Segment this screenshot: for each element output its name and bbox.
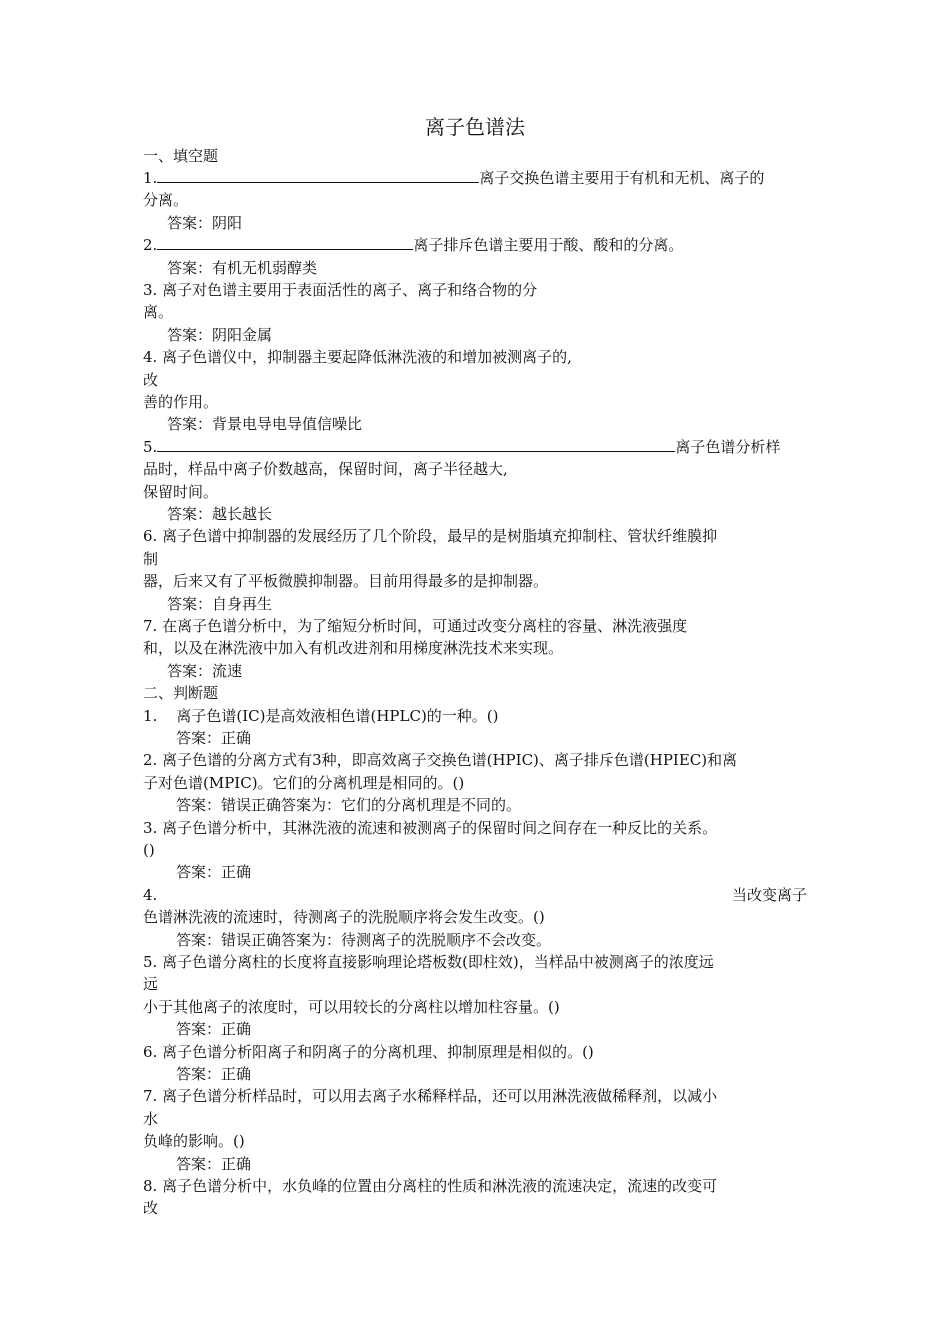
answer-5: 答案：越长越长 xyxy=(167,505,273,523)
judgment-8-continued: 改 xyxy=(143,1199,159,1217)
question-4-continued: 善的作用。 xyxy=(143,393,219,411)
answer-3: 答案：阴阳金属 xyxy=(167,326,273,344)
section-heading-true-false: 二、判断题 xyxy=(143,684,219,702)
question-number: 1. xyxy=(143,169,158,187)
question-4-continued: 改 xyxy=(143,371,159,389)
answer-blank xyxy=(157,235,413,250)
question-text: 离子交换色谱主要用于有机和无机、离子的 xyxy=(479,169,765,187)
question-number: 4. xyxy=(143,886,158,904)
judgment-6: 6. 离子色谱分析阳离子和阴离子的分离机理、抑制原理是相似的。() xyxy=(143,1043,594,1061)
question-3-continued: 离。 xyxy=(143,303,174,321)
question-number: 5. xyxy=(143,438,158,456)
judgment-answer-5: 答案：正确 xyxy=(176,1020,252,1038)
answer-1: 答案：阴阳 xyxy=(167,214,243,232)
judgment-3: 3. 离子色谱分析中，其淋洗液的流速和被测离子的保留时间之间存在一种反比的关系。 xyxy=(143,819,718,837)
judgment-answer-1: 答案：正确 xyxy=(176,729,252,747)
question-6-continued: 器，后来又有了平板微膜抑制器。目前用得最多的是抑制器。 xyxy=(143,572,549,590)
judgment-2-continued: 子对色谱(MPIC)。它们的分离机理是相同的。() xyxy=(143,774,465,792)
answer-7: 答案：流速 xyxy=(167,662,243,680)
answer-blank xyxy=(157,168,479,183)
question-2 xyxy=(143,234,807,256)
judgment-5-continued: 小于其他离子的浓度时，可以用较长的分离柱以增加柱容量。() xyxy=(143,998,560,1016)
judgment-answer-3: 答案：正确 xyxy=(176,863,252,881)
answer-6: 答案：自身再生 xyxy=(167,595,273,613)
question-5-continued: 保留时间。 xyxy=(143,483,219,501)
judgment-7-continued: 负峰的影响。() xyxy=(143,1132,245,1150)
judgment-2: 2. 离子色谱的分离方式有3种，即高效离子交换色谱(HPIC)、离子排斥色谱(HPIEC)和离 xyxy=(143,751,738,769)
judgment-answer-6: 答案：正确 xyxy=(176,1065,252,1083)
judgment-4 xyxy=(143,884,807,906)
question-number: 2. xyxy=(143,236,158,254)
question-7-continued: 和，以及在淋洗液中加入有机改进剂和用梯度淋洗技术来实现。 xyxy=(143,639,564,657)
question-3: 3. 离子对色谱主要用于表面活性的离子、离子和络合物的分 xyxy=(143,281,538,299)
question-1-continued: 分离。 xyxy=(143,191,189,209)
judgment-1: 1. 离子色谱(IC)是高效液相色谱(HPLC)的一种。() xyxy=(143,707,499,725)
question-5 xyxy=(143,436,807,458)
question-text: 当改变离子 xyxy=(731,886,807,904)
question-1 xyxy=(143,167,807,189)
judgment-7: 7. 离子色谱分析样品时，可以用去离子水稀释样品，还可以用淋洗液做稀释剂，以减小 xyxy=(143,1087,718,1105)
question-5-continued: 品时，样品中离子价数越高，保留时间，离子半径越大, xyxy=(143,460,508,478)
question-7: 7. 在离子色谱分析中，为了缩短分析时间，可通过改变分离柱的容量、淋洗液强度 xyxy=(143,617,688,635)
question-4: 4. 离子色谱仪中，抑制器主要起降低淋洗液的和增加被测离子的, xyxy=(143,348,572,366)
judgment-answer-2: 答案：错误正确答案为：它们的分离机理是不同的。 xyxy=(176,796,522,814)
answer-4: 答案：背景电导电导值信噪比 xyxy=(167,415,363,433)
page-title: 离子色谱法 xyxy=(425,115,525,139)
judgment-3-continued: () xyxy=(143,841,155,859)
judgment-8: 8. 离子色谱分析中，水负峰的位置由分离柱的性质和淋洗液的流速决定，流速的改变可 xyxy=(143,1177,718,1195)
judgment-7-continued: 水 xyxy=(143,1110,159,1128)
judgment-4-continued: 色谱淋洗液的流速时，待测离子的洗脱顺序将会发生改变。() xyxy=(143,908,545,926)
answer-2: 答案：有机无机弱醇类 xyxy=(167,259,318,277)
question-text: 离子排斥色谱主要用于酸、酸和的分离。 xyxy=(413,236,684,254)
judgment-answer-7: 答案：正确 xyxy=(176,1155,252,1173)
answer-blank xyxy=(157,437,675,452)
question-6: 6. 离子色谱中抑制器的发展经历了几个阶段，最早的是树脂填充抑制柱、管状纤维膜抑 xyxy=(143,527,718,545)
question-6-continued: 制 xyxy=(143,550,159,568)
judgment-answer-4: 答案：错误正确答案为：待测离子的洗脱顺序不会改变。 xyxy=(176,931,552,949)
judgment-5: 5. 离子色谱分离柱的长度将直接影响理论塔板数(即柱效)，当样品中被测离子的浓度远 xyxy=(143,953,714,971)
question-text: 离子色谱分析样 xyxy=(675,438,781,456)
judgment-5-continued: 远 xyxy=(143,975,159,993)
section-heading-fill-in: 一、填空题 xyxy=(143,147,219,165)
